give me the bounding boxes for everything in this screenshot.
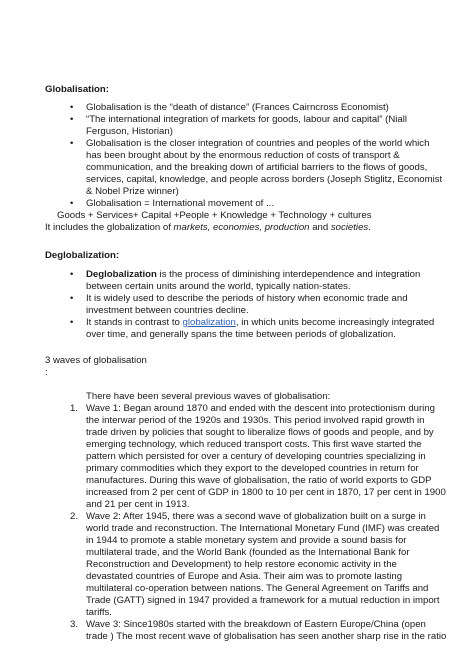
- globalisation-bullet-3-line: Globalisation is the closer integration of countries and peoples of the world which: [86, 138, 430, 149]
- globalization-link[interactable]: globalization: [182, 317, 236, 328]
- globalisation-bullet-3-line: communication, and the breaking down of artificial barriers to the flows of goods,: [86, 162, 428, 173]
- wave-3-line: Wave 3: Since1980s started with the breakdown of Eastern Europe/China (open: [86, 619, 426, 630]
- wave-1-line: manufactures. During this wave of globalisation, the ratio of world exports to GDP: [86, 475, 432, 486]
- goods-line: Goods + Services+ Capital +People + Knowledge + Technology + cultures: [57, 210, 372, 221]
- bullet-icon: •: [70, 293, 74, 304]
- wave-2-line: devastated countries of Europe and Asia. Their aim was to promote lasting: [86, 571, 403, 582]
- globalisation-bullet-1: Globalisation is the “death of distance” (Frances Cairncross Economist): [86, 102, 389, 113]
- wave-1-number: 1.: [70, 403, 79, 414]
- globalisation-bullet-2-line: Ferguson, Historian): [86, 126, 173, 137]
- wave-2-line: Reconstruction and Development) to help restore economic activity in the: [86, 559, 397, 570]
- wave-2-line: multilateral co-operation between nations. The General Agreement on Tariffs and: [86, 583, 429, 594]
- wave-1-line: primary commodities which they export to the developed countries in return for: [86, 463, 419, 474]
- wave-1-line: trade driven by policies that sought to liberalize flows of goods and people, and by: [86, 427, 434, 438]
- wave-1-line: emerging technology, which reduced transport costs. This first wave started the: [86, 439, 422, 450]
- bullet-icon: •: [70, 138, 74, 149]
- wave-3-number: 3.: [70, 619, 79, 630]
- globalisation-bullet-3-line: has been brought about by the enormous reduction of costs of transport &: [86, 150, 400, 161]
- includes-line: It includes the globalization of markets, economies, production and societies.: [45, 222, 371, 233]
- globalisation-bullet-2-line: “The international integration of markets for goods, labour and capital” (Niall: [86, 114, 408, 125]
- wave-2-line: Wave 2: After 1945, there was a second wave of globalization built on a surge in: [86, 511, 426, 522]
- bullet-icon: •: [70, 114, 74, 125]
- deglobalization-bullet-3-line: It stands in contrast to globalization, in which units become increasingly integrated: [86, 317, 435, 328]
- wave-1-line: increased from 2 per cent of GDP in 1800 to 10 per cent in 1870, 17 per cent in 1900: [86, 487, 446, 498]
- wave-2-number: 2.: [70, 511, 79, 522]
- globalisation-bullet-3-line: services, capital, knowledge, and people across borders (Joseph Stiglitz, Economist: [86, 174, 443, 185]
- globalisation-bullet-4: Globalisation = International movement of ...: [86, 198, 274, 209]
- bullet-icon: •: [70, 198, 74, 209]
- bullet-icon: •: [70, 269, 74, 280]
- bullet-icon: •: [70, 317, 74, 328]
- waves-colon: :: [45, 367, 48, 378]
- wave-2-line: Trade (GATT) signed in 1947 provided a framework for a mutual reduction in import: [86, 595, 440, 606]
- wave-3-line: trade ) The most recent wave of globalisation has seen another sharp rise in the ratio: [86, 631, 447, 642]
- wave-1-line: pattern which persisted for over a century of developing countries specializing in: [86, 451, 426, 462]
- wave-2-line: multilateral trade, and the World Bank (founded as the International Bank for: [86, 547, 410, 558]
- wave-1-line: the interwar period of the 1920s and 1930s. This period involved rapid growth in: [86, 415, 425, 426]
- wave-2-line: world trade and reconstruction. The International Monetary Fund (IMF) was created: [86, 523, 440, 534]
- bullet-icon: •: [70, 102, 74, 113]
- deglobalization-bullet-3-line: over time, and generally spans the time between periods of globalization.: [86, 329, 396, 340]
- globalisation-bullet-3-line: & Nobel Prize winner): [86, 186, 179, 197]
- waves-heading: 3 waves of globalisation: [45, 355, 147, 366]
- waves-intro: There have been several previous waves of globalisation:: [86, 391, 331, 402]
- globalisation-heading: Globalisation:: [45, 84, 109, 95]
- wave-1-line: and 21 per cent in 1913.: [86, 499, 190, 510]
- wave-2-line: tariffs.: [86, 607, 112, 618]
- deglobalization-bullet-1-line: Deglobalization is the process of diminishing interdependence and integration: [86, 269, 421, 280]
- deglobalization-bullet-2-line: investment between countries decline.: [86, 305, 249, 316]
- deglobalization-heading: Deglobalization:: [45, 250, 120, 261]
- wave-1-line: Wave 1: Began around 1870 and ended with the descent into protectionism during: [86, 403, 435, 414]
- deglobalization-bullet-2-line: It is widely used to describe the periods of history when economic trade and: [86, 293, 408, 304]
- wave-2-line: in 1944 to promote a stable monetary system and provide a sound basis for: [86, 535, 407, 546]
- deglobalization-bullet-1-line: between certain units around the world, typically nation-states.: [86, 281, 351, 292]
